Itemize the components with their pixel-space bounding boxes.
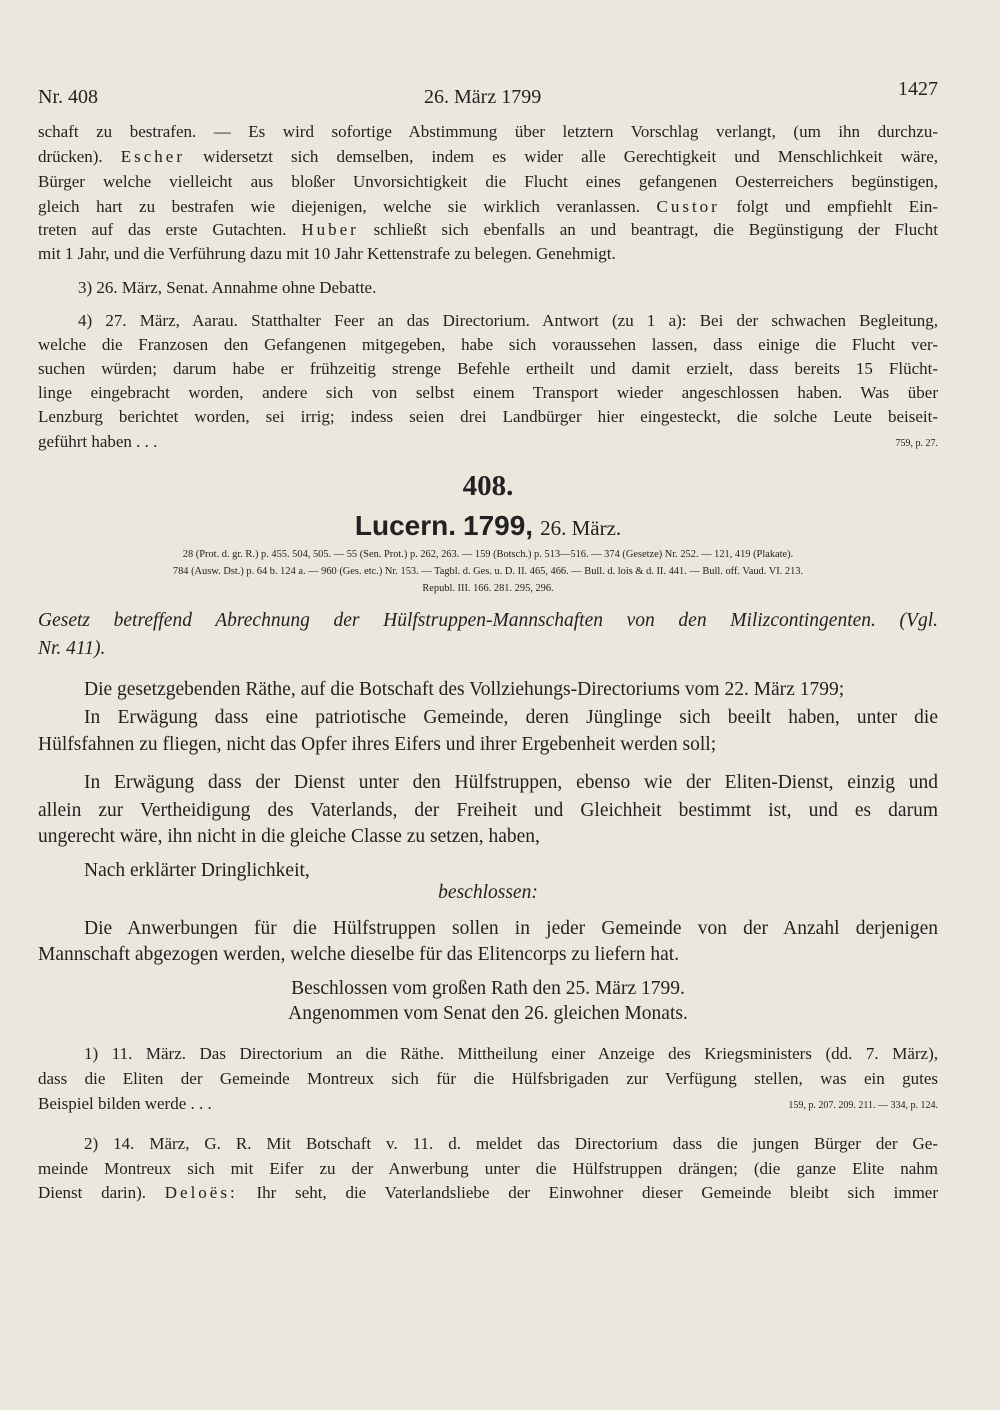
page-number: 1427 [898, 78, 938, 100]
note-line: Beispiel bilden werde . . . 159, p. 207. 209. 211. — 334, p. 124. [38, 1094, 938, 1113]
text-line: Lenzburg berichtet worden, sei irrig; indess seien drei Landbürger hier eingesteckt, die solche Leute beiseit- [38, 407, 938, 426]
law-text: Die Anwerbungen für die Hülfstruppen sollen in jeder Gemeinde von der Anzahl derjenigen [84, 918, 938, 939]
law-text: Hülfsfahnen zu fliegen, nicht das Opfer ihres Eifers und ihrer Ergebenheit werden soll; [38, 734, 717, 755]
sources-line: 784 (Ausw. Dst.) p. 64 b. 124 a. — 960 (Ges. etc.) Nr. 153. — Tagbl. d. Ges. u. D. II. 465, 466. — Bull. d. lois & d. II. 441. — Bull. off. Vaud. VI. 213. [172, 566, 804, 577]
law-title: Nr. 411). [38, 638, 106, 659]
law-text: Nach erklärter Dringlichkeit, [84, 860, 310, 881]
text-line: linge eingebracht worden, andere sich von selbst einem Transport wieder angeschlossen haben. Was über [38, 383, 938, 402]
text-line: welche die Franzosen den Gefangenen mitgegeben, habe sich voraussehen lassen, dass einige die Flucht ver- [38, 335, 938, 354]
note-line: 1) 11. März. Das Directorium an die Räthe. Mittheilung einer Anzeige des Kriegsministers (dd. 7. März), [84, 1044, 938, 1063]
text-line: 4) 27. März, Aarau. Statthalter Feer an das Directorium. Antwort (zu 1 a): Bei der schwachen Begleitung, [78, 311, 938, 330]
law-text: Angenommen vom Senat den 26. gleichen Monats. [288, 1003, 688, 1024]
law-text: Mannschaft abgezogen werden, welche dieselbe für das Elitencorps zu liefern hat. [38, 944, 680, 965]
text-line: drücken). Escher widersetzt sich demselben, indem es wider alle Gerechtigkeit und Menschlichkeit wäre, [38, 147, 939, 166]
text-line: schaft zu bestrafen. — Es wird sofortige Abstimmung über letztern Vorschlag verlangt, (um ihn durchzu- [38, 122, 938, 141]
text-line: treten auf das erste Gutachten. Huber schließt sich ebenfalls an und beantragt, die Begünstigung der Flucht [38, 220, 939, 239]
law-text: Die gesetzgebenden Räthe, auf die Botschaft des Vollziehungs-Directoriums vom 22. März 1799; [84, 679, 845, 700]
reference: 759, p. 27. [895, 438, 938, 449]
law-text: In Erwägung dass der Dienst unter den Hülfstruppen, ebenso wie der Eliten-Dienst, einzig und [84, 772, 938, 793]
reference: 159, p. 207. 209. 211. — 334, p. 124. [788, 1100, 938, 1111]
page-header [38, 78, 938, 110]
text-line: mit 1 Jahr, und die Verführung dazu mit 10 Jahr Kettenstrafe zu belegen. Genehmigt. [38, 244, 616, 263]
note-line: Dienst darin). Deloës: Ihr seht, die Vaterlandsliebe der Einwohner dieser Gemeinde bleibt sich immer [38, 1183, 939, 1202]
law-title: Gesetz betreffend Abrechnung der Hülfstruppen-Mannschaften von den Milizcontingenten. (Vgl. [38, 610, 938, 631]
law-text: In Erwägung dass eine patriotische Gemeinde, deren Jünglinge sich beeilt haben, unter die [84, 707, 938, 728]
text-line: geführt haben . . . 759, p. 27. [38, 432, 938, 451]
document-number: Nr. 408 [38, 86, 98, 108]
text-line: suchen würden; darum habe er frühzeitig strenge Befehle ertheilt und damit erzielt, dass bereits 15 Flücht- [38, 359, 938, 378]
law-text: Beschlossen vom großen Rath den 25. März 1799. [291, 978, 685, 999]
sources-line: Republ. III. 166. 281. 295, 296. [422, 583, 554, 594]
header-date: 26. März 1799 [424, 86, 542, 108]
law-text: allein zur Vertheidigung des Vaterlands, der Freiheit und Gleichheit bestimmt ist, und es darum [38, 800, 938, 821]
note-line: meinde Montreux sich mit Eifer zu der Anwerbung unter die Hülfstruppen drängen; (die ganze Elite nahm [38, 1159, 938, 1178]
sources-line: 28 (Prot. d. gr. R.) p. 455. 504, 505. — 55 (Sen. Prot.) p. 262, 263. — 159 (Botsch.) p. 513—516. — 374 (Gesetze) Nr. 252. — 121, 419 (Plakate). [182, 549, 794, 560]
note-line: 2) 14. März, G. R. Mit Botschaft v. 11. d. meldet das Directorium dass die jungen Bürger der Ge- [84, 1134, 938, 1153]
text-line: gleich hart zu bestrafen wie diejenigen, welche sie wirklich veranlassen. Custor folgt und empfiehlt Ein- [38, 197, 939, 216]
note-line: dass die Eliten der Gemeinde Montreux sich für die Hülfsbrigaden zur Verfügung stellen, was ein gutes [38, 1069, 938, 1088]
law-text: ungerecht wäre, ihn nicht in die gleiche Classe zu setzen, haben, [38, 826, 540, 847]
document-heading-title: Lucern. 1799, 26. März. [354, 510, 622, 541]
document-heading-number: 408. [462, 470, 514, 502]
resolved-heading: beschlossen: [438, 882, 538, 903]
text-line: 3) 26. März, Senat. Annahme ohne Debatte. [78, 278, 377, 297]
text-line: Bürger welche vielleicht aus bloßer Unvorsichtigkeit die Flucht eines gefangenen Oesterreichers begünstigen, [38, 172, 938, 191]
